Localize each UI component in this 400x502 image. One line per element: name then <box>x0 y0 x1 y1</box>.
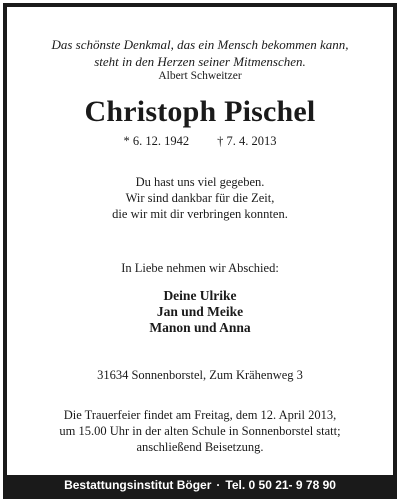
deceased-name: Christoph Pischel <box>84 95 316 128</box>
funeral-home-name: Bestattungsinstitut Böger <box>64 478 212 492</box>
family-line-2: Jan und Meike <box>156 304 244 319</box>
funeral-home-phone: Tel. 0 50 21- 9 78 90 <box>225 478 336 492</box>
farewell-text: In Liebe nehmen wir Abschied: <box>121 261 279 275</box>
service-line-1: Die Trauerfeier findet am Freitag, dem 12. April 2013, <box>63 408 337 422</box>
footer-separator: · <box>216 478 221 492</box>
quote-author: Albert Schweitzer <box>158 70 242 82</box>
family-line-1: Deine Ulrike <box>163 288 237 303</box>
death-date: † 7. 4. 2013 <box>217 134 277 148</box>
verse-line-2: Wir sind dankbar für die Zeit, <box>125 191 275 205</box>
birth-date: * 6. 12. 1942 <box>123 134 190 148</box>
verse-line-3: die wir mit dir verbringen konnten. <box>112 207 288 221</box>
life-dates <box>7 134 393 149</box>
address: 31634 Sonnenborstel, Zum Krähenweg 3 <box>97 368 303 382</box>
family-line-3: Manon und Anna <box>149 320 251 335</box>
service-line-3: anschließend Beisetzung. <box>136 440 264 454</box>
verse-line-1: Du hast uns viel gegeben. <box>135 175 265 189</box>
quote-line-2: steht in den Herzen seiner Mitmenschen. <box>94 54 306 69</box>
funeral-home-footer <box>7 475 393 495</box>
service-line-2: um 15.00 Uhr in der alten Schule in Sonnenborstel statt; <box>59 424 341 438</box>
quote-line-1: Das schönste Denkmal, das ein Mensch bekommen kann, <box>51 37 349 52</box>
obituary-notice <box>3 3 397 499</box>
